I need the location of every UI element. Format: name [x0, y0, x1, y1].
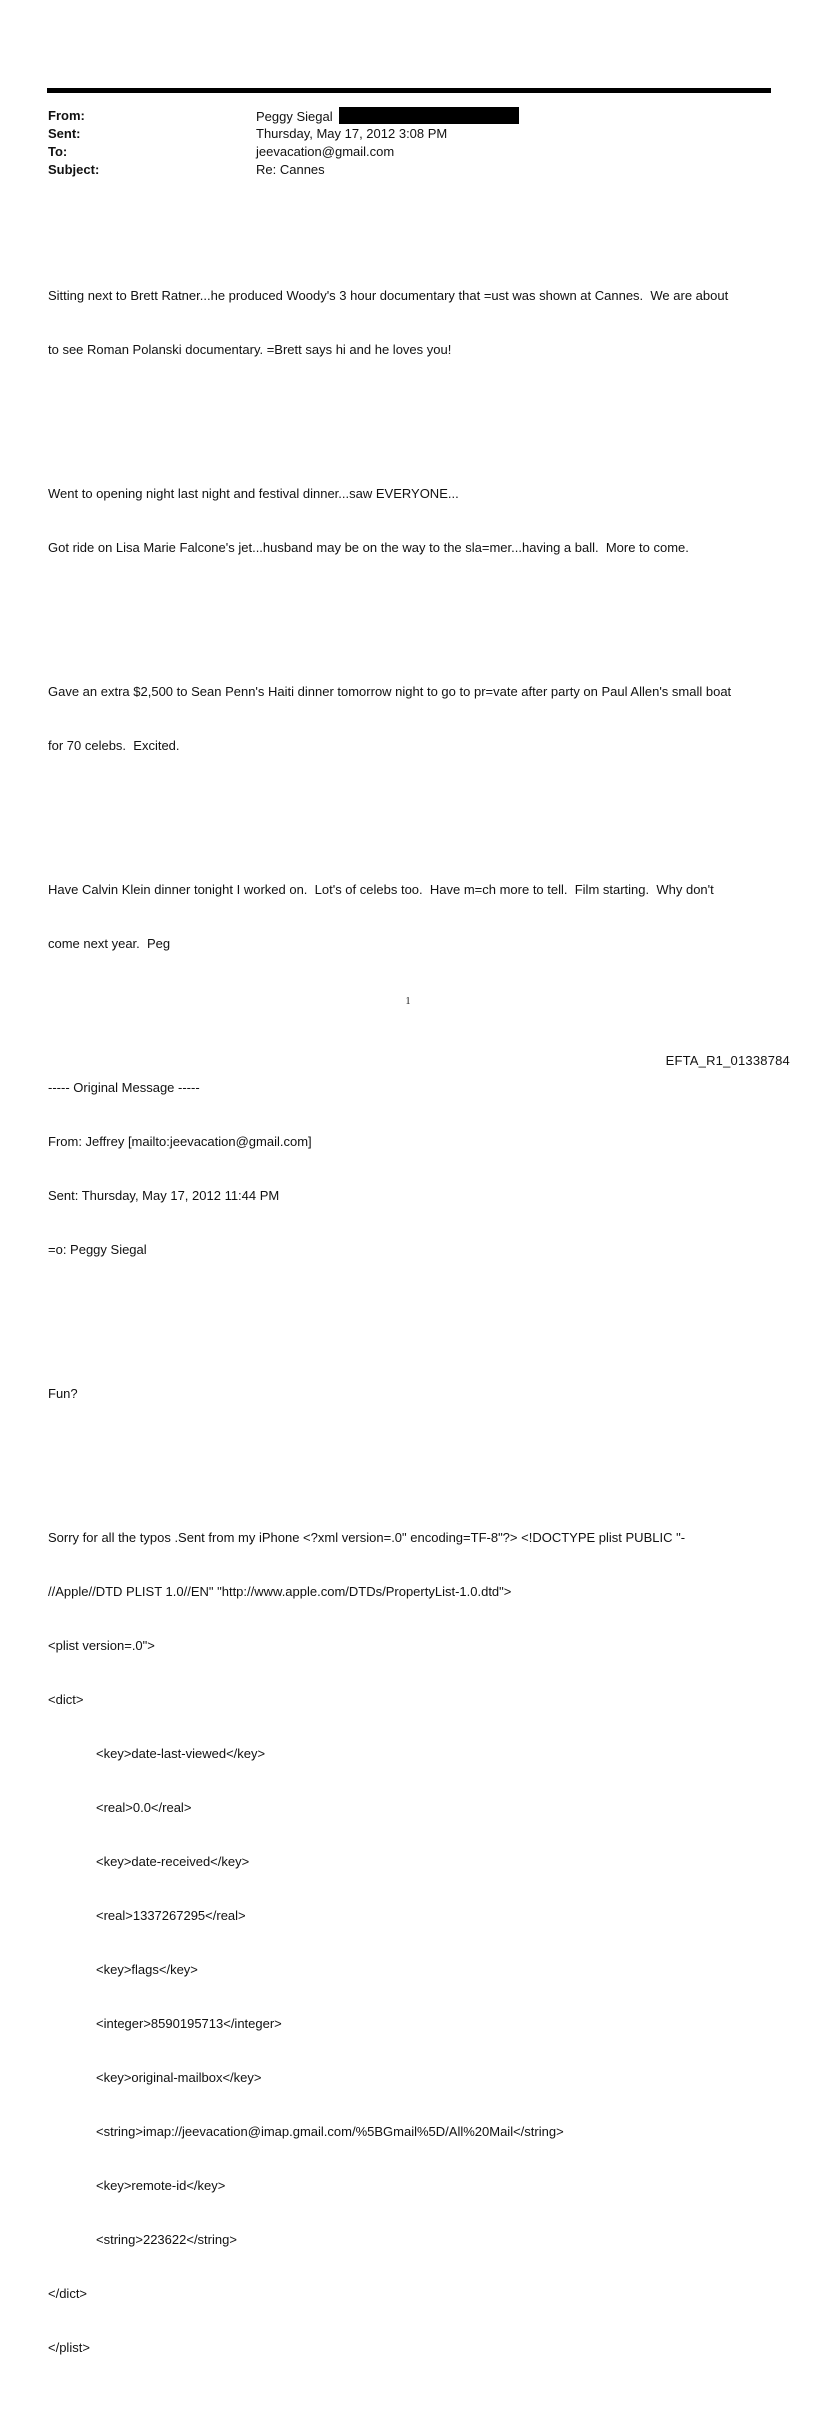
- sent-value: Thursday, May 17, 2012 3:08 PM: [256, 126, 448, 141]
- from-value: [256, 107, 519, 126]
- plist-item: <key>date-received</key>: [96, 1854, 250, 1869]
- original-line: Sent: Thursday, May 17, 2012 11:44 PM: [48, 1188, 280, 1203]
- to-value: jeevacation@gmail.com: [256, 144, 395, 159]
- plist-item: <key>flags</key>: [96, 1962, 198, 1977]
- fun-line: Fun?: [48, 1386, 78, 1401]
- from-name: Peggy Siegal: [256, 109, 333, 124]
- body-line: Got ride on Lisa Marie Falcone's jet...husband may be on the way to the sla=mer...having a ball. More to come.: [48, 540, 689, 555]
- subject-row: [0, 161, 816, 179]
- paragraph-4: [48, 845, 778, 989]
- plist-line: </plist>: [48, 2340, 90, 2355]
- plist-item: <key>date-last-viewed</key>: [96, 1746, 266, 1761]
- to-row: [0, 143, 816, 161]
- paragraph-3: [48, 647, 778, 791]
- paragraph-2: [48, 449, 778, 593]
- plist-line: </dict>: [48, 2286, 88, 2301]
- paragraph-1: [48, 251, 778, 395]
- plist-item: <string>223622</string>: [96, 2232, 237, 2247]
- from-label: From:: [48, 108, 85, 123]
- body-line: come next year. Peg: [48, 936, 171, 951]
- fun-paragraph: [48, 1349, 778, 1439]
- sent-row: [0, 125, 816, 143]
- from-row: [0, 107, 816, 125]
- subject-value: Re: Cannes: [256, 162, 325, 177]
- subject-label: Subject:: [48, 162, 100, 177]
- plist-block: [48, 1493, 778, 2393]
- header-rule: [47, 88, 771, 93]
- plist-item: <integer>8590195713</integer>: [96, 2016, 282, 2031]
- bates-number: EFTA_R1_01338784: [665, 1053, 790, 1068]
- body-line: Gave an extra $2,500 to Sean Penn's Haiti dinner tomorrow night to go to pr=vate after party on Paul Allen's small boat: [48, 684, 732, 699]
- sent-label: Sent:: [48, 126, 81, 141]
- plist-item: <real>0.0</real>: [96, 1800, 192, 1815]
- plist-line: <dict>: [48, 1692, 84, 1707]
- page-number: 1: [405, 996, 411, 1007]
- original-line: =o: Peggy Siegal: [48, 1242, 147, 1257]
- body-line: to see Roman Polanski documentary. =Brett says hi and he loves you!: [48, 342, 452, 357]
- body-line: Sitting next to Brett Ratner...he produced Woody's 3 hour documentary that =ust was shown at Cannes. We are about: [48, 288, 729, 303]
- plist-item: <key>original-mailbox</key>: [96, 2070, 262, 2085]
- plist-line: //Apple//DTD PLIST 1.0//EN" "http://www.apple.com/DTDs/PropertyList-1.0.dtd">: [48, 1584, 512, 1599]
- plist-item: <real>1337267295</real>: [96, 1908, 246, 1923]
- plist-item: <string>imap://jeevacation@imap.gmail.com/%5BGmail%5D/All%20Mail</string>: [96, 2124, 564, 2139]
- body-line: for 70 celebs. Excited.: [48, 738, 180, 753]
- plist-line: <plist version=.0">: [48, 1638, 155, 1653]
- original-line: ----- Original Message -----: [48, 1080, 200, 1095]
- to-label: To:: [48, 144, 68, 159]
- plist-item: <key>remote-id</key>: [96, 2178, 226, 2193]
- original-line: From: Jeffrey [mailto:jeevacation@gmail.com]: [48, 1134, 312, 1149]
- redaction-block: [339, 107, 519, 124]
- body-line: Have Calvin Klein dinner tonight I worked on. Lot's of celebs too. Have m=ch more to tell. Film starting. Why don't: [48, 882, 714, 897]
- plist-line: Sorry for all the typos .Sent from my iPhone <?xml version=.0" encoding=TF-8"?> <!DOCTYPE plist PUBLIC "-: [48, 1530, 686, 1545]
- body-line: Went to opening night last night and festival dinner...saw EVERYONE...: [48, 486, 459, 501]
- original-message-header: [48, 1043, 778, 1295]
- email-body: [48, 215, 778, 2411]
